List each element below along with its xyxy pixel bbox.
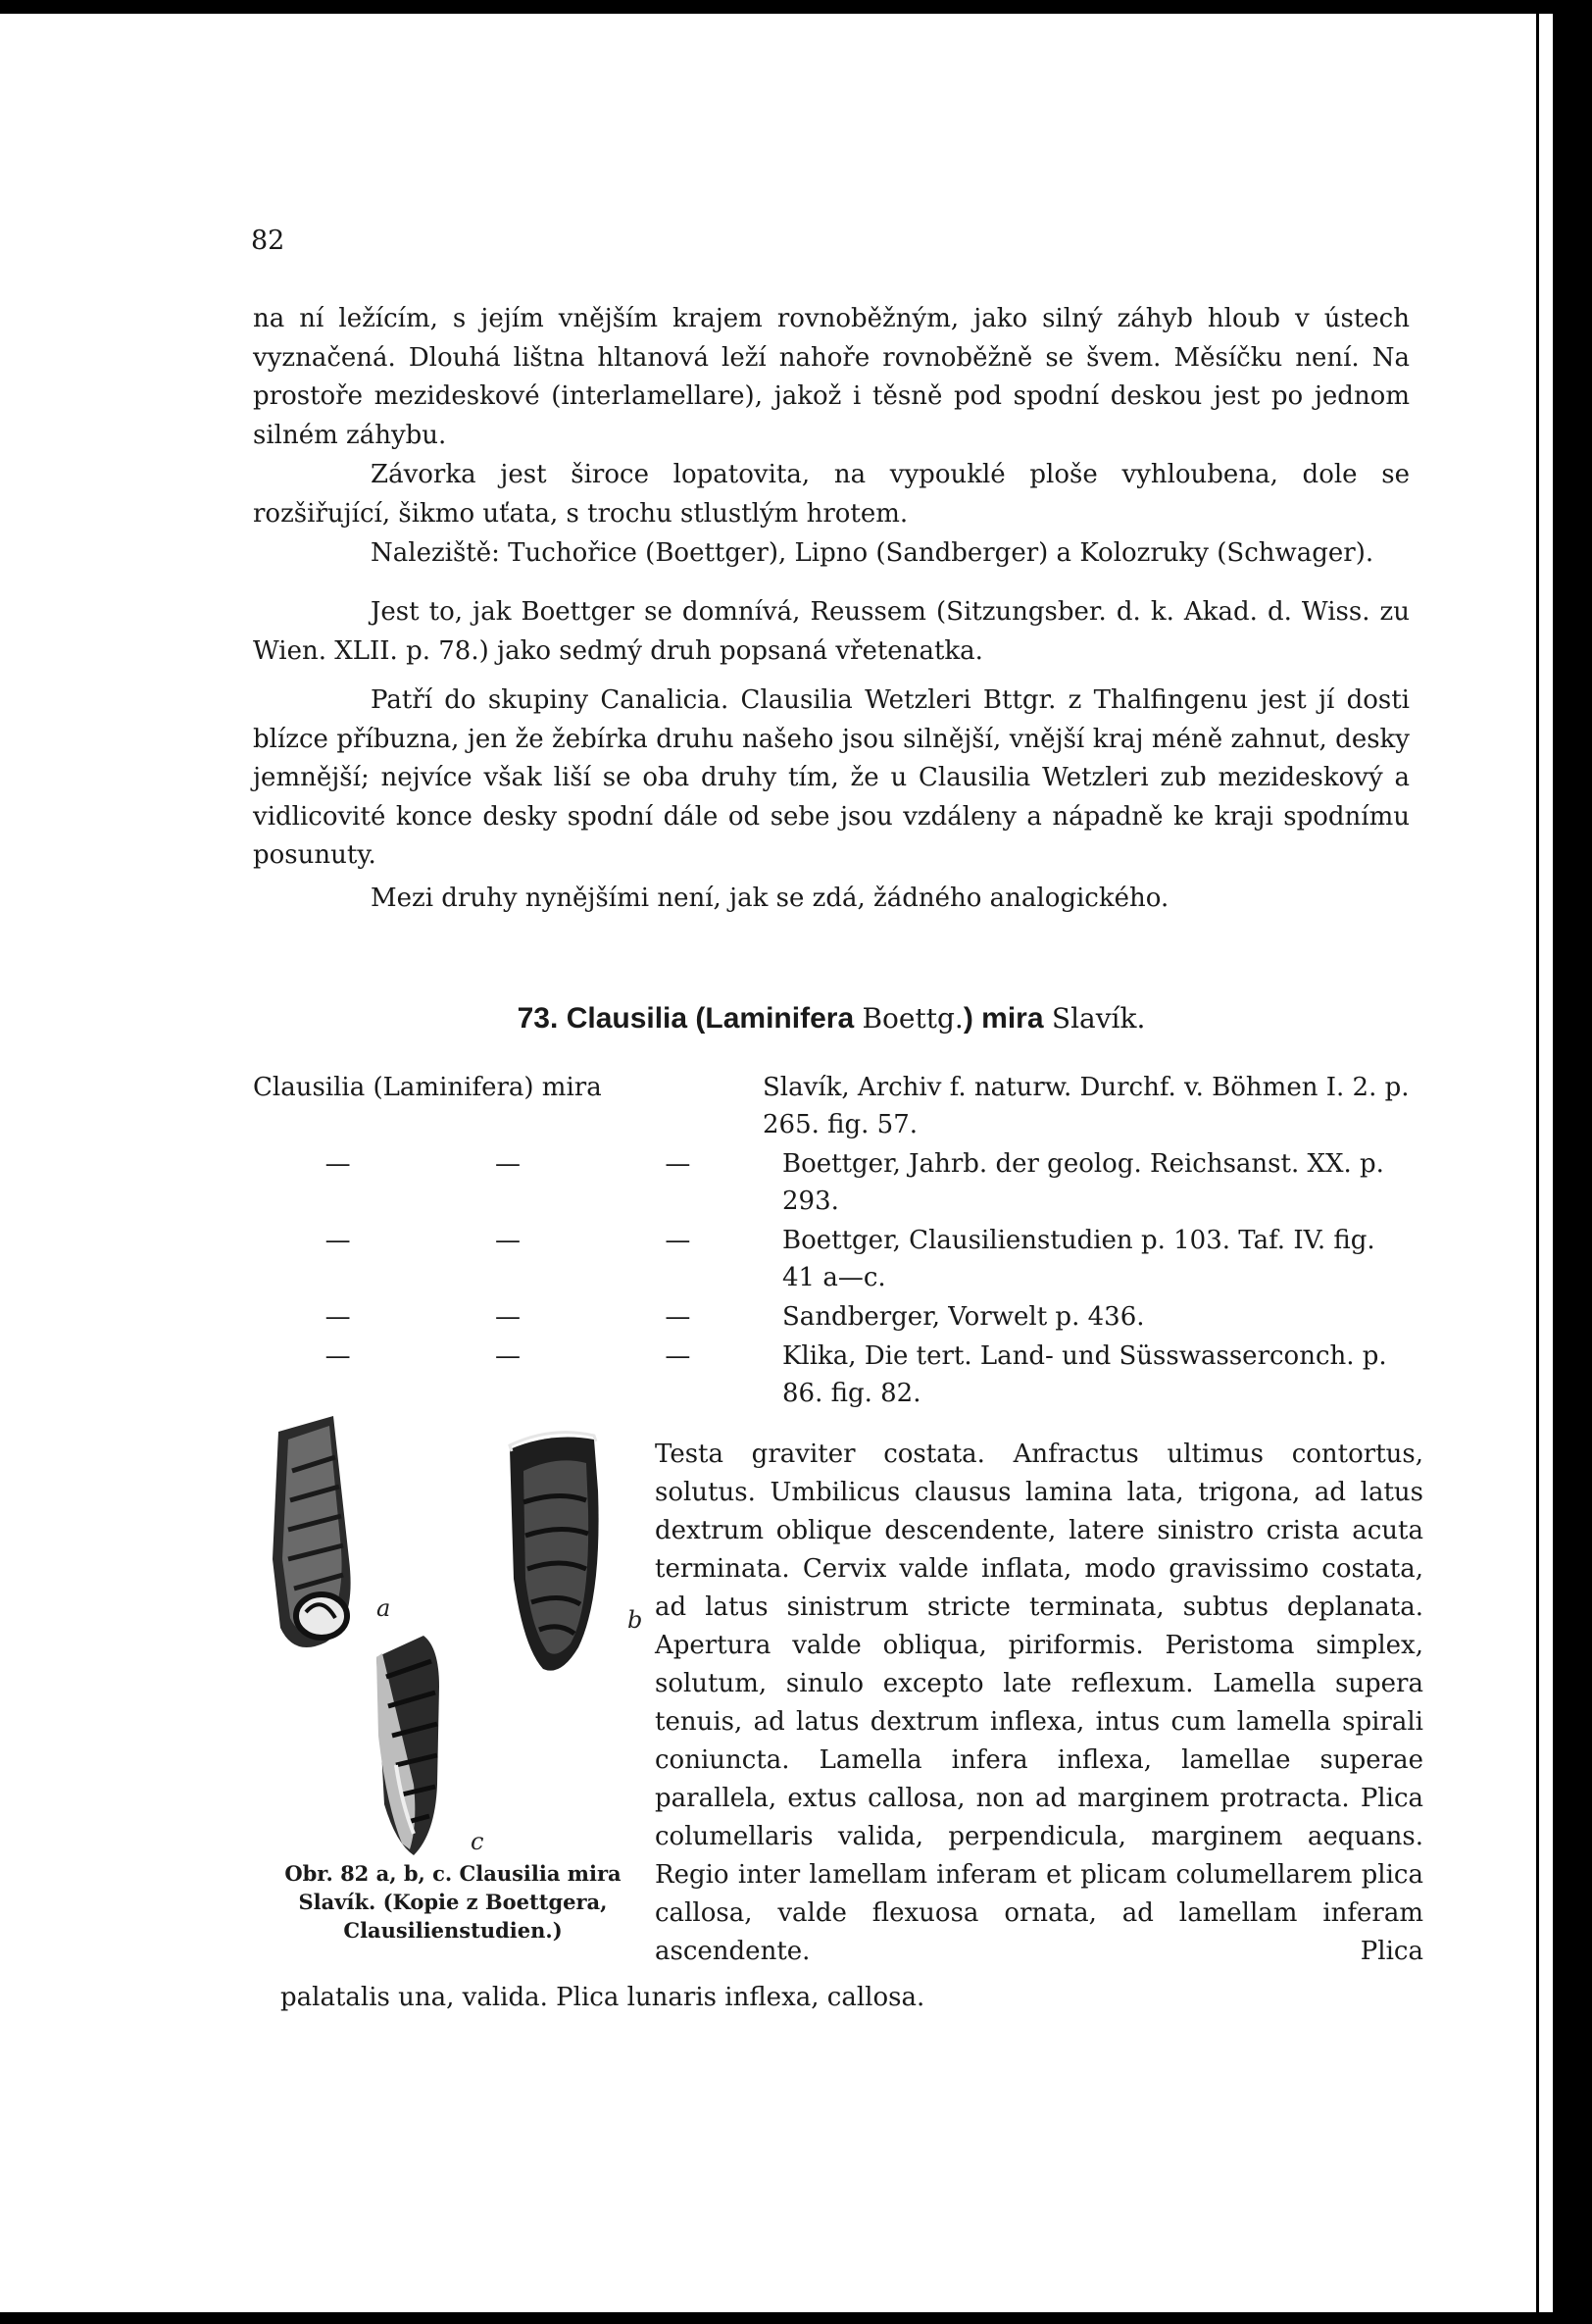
paragraph-4: Jest to, jak Boettger se domnívá, Reussem (Sitzungsber. d. k. Akad. d. Wiss. zu Wien. XLII. p. 78.) jako sedmý druh popsaná vřetenatka. (253, 597, 1410, 666)
ditto-dash: — (324, 1149, 351, 1179)
figure-caption-prefix: Obr. 82 a, b, c. (284, 1861, 453, 1886)
ditto-dash: — (494, 1341, 521, 1371)
figure-label-b: b (627, 1606, 643, 1634)
latin-description-tail: palatalis una, valida. Plica lunaris inflexa, callosa. (280, 1983, 925, 2012)
ditto-dash: — (494, 1226, 521, 1255)
synonymy-reference: Boettger, Jahrb. der geolog. Reichsanst. XX. p. 293. (782, 1149, 1384, 1216)
synonymy-reference: Slavík, Archiv f. naturw. Durchf. v. Böhmen I. 2. p. 265. fig. 57. (763, 1073, 1410, 1139)
paragraph-5: Patří do skupiny Canalicia. Clausilia Wetzleri Bttgr. z Thalfingenu jest jí dosti blízce příbuzna, jen že žebírka druhu našeho jsou silnější, vnější kraj méně zahnut, desky jemnější; nejvíce však liší se oba druhy tím, že u Clausilia Wetzleri zub mezideskový a vidlicovité konce desky spodní dále od sebe jsou vzdáleny a nápadně ke kraji spodnímu posunuty. (253, 685, 1410, 870)
section-genus: Clausilia (566, 1002, 688, 1035)
latin-description: Testa graviter costata. Anfractus ultimus contortus, solutus. Umbilicus clausus lamina lata, trigona, ad latus dextrum oblique descendente, latere sinistro crista acuta terminata. Cervix valde inflata, modo gravissimo costata, ad latus sinistrum stricte terminata, subtus deplanata. Apertura valde obliqua, piriformis. Peristoma simplex, solutum, sinulo excepto late reflexum. Lamella supera tenuis, ad latus dextrum inflexa, intus cum lamella spirali coniuncta. Lamella infera inflexa, lamellae superae parallela, extus callosa, non ad marginem protracta. Plica columellaris valida, perpendicula, marginem aequans. Regio inter lamellam inferam et plicam columellarem plica callosa, valde flexuosa ornata, ad lamellam inferam ascendente. Plica (655, 1440, 1423, 1966)
synonymy-list (253, 1069, 1410, 1412)
ditto-dash: — (324, 1226, 351, 1255)
paragraph-3: Naleziště: Tuchořice (Boettger), Lipno (Sandberger) a Kolozruky (Schwager). (371, 538, 1374, 568)
figure-caption-text: Clausilia mira Slavík. (Kopie z Boettgera, Clausilienstudien.) (298, 1861, 622, 1943)
section-number: 73. (517, 1002, 559, 1035)
section-species: mira (981, 1002, 1044, 1035)
figure-caption (267, 1859, 639, 1945)
shell-illustrations (267, 1412, 659, 1863)
synonymy-row (253, 1145, 1410, 1220)
ditto-dash: — (665, 1341, 691, 1371)
ditto-dash: — (665, 1149, 691, 1179)
figure-82 (267, 1412, 659, 1981)
figure-label-a: a (376, 1594, 391, 1622)
paragraph-1: na ní ležícím, s jejím vnějším krajem rovnoběžným, jako silný záhyb hloub v ústech vyznačená. Dlouhá lištna hltanová leží nahoře rovnoběžně se švem. Měsíčku není. Na prostoře mezideskové (interlamellare), jakož i těsně pod spodní deskou jest po jednom silném záhybu. (253, 304, 1410, 450)
page-number: 82 (251, 226, 285, 256)
ditto-dash: — (665, 1226, 691, 1255)
scan-border-right (1553, 0, 1592, 2324)
paragraph-6: Mezi druhy nynějšími není, jak se zdá, žádného analogického. (371, 884, 1169, 913)
section-heading (253, 1002, 1410, 1036)
paragraph-2: Závorka jest široce lopatovita, na vypouklé ploše vyhloubena, dole se rozšiřující, šikmo uťata, s trochu stlustlým hrotem. (253, 460, 1410, 529)
shell-c-drawing (376, 1636, 439, 1855)
synonymy-name: Clausilia (Laminifera) mira (253, 1073, 602, 1102)
synonymy-row (253, 1338, 1410, 1412)
scan-border-top (0, 0, 1592, 14)
scan-border-line (1536, 0, 1539, 2324)
section-author: Slavík. (1051, 1002, 1146, 1035)
ditto-dash: — (324, 1341, 351, 1371)
synonymy-reference: Boettger, Clausilienstudien p. 103. Taf. IV. fig. 41 a—c. (782, 1226, 1375, 1292)
ditto-dashes (253, 1338, 782, 1375)
shell-b-drawing (510, 1433, 599, 1671)
section-subgenus: (Laminifera (695, 1002, 855, 1035)
ditto-dashes (253, 1298, 782, 1336)
ditto-dash: — (324, 1302, 351, 1332)
section-subgenus-author: Boettg. (862, 1002, 964, 1035)
ditto-dashes (253, 1222, 782, 1259)
ditto-dash: — (494, 1149, 521, 1179)
synonymy-row (253, 1222, 1410, 1296)
synonymy-reference: Sandberger, Vorwelt p. 436. (782, 1302, 1145, 1332)
scan-border-bottom (0, 2312, 1592, 2324)
synonymy-reference: Klika, Die tert. Land- und Süsswasserconch. p. 86. fig. 82. (782, 1341, 1387, 1408)
ditto-dash: — (494, 1302, 521, 1332)
figure-label-c: c (471, 1828, 484, 1855)
synonymy-row (253, 1298, 1410, 1336)
shell-a-drawing (273, 1416, 351, 1647)
ditto-dash: — (665, 1302, 691, 1332)
ditto-dashes (253, 1145, 782, 1183)
section-subgenus-close: ) (963, 1002, 973, 1035)
synonymy-row (253, 1069, 1410, 1143)
